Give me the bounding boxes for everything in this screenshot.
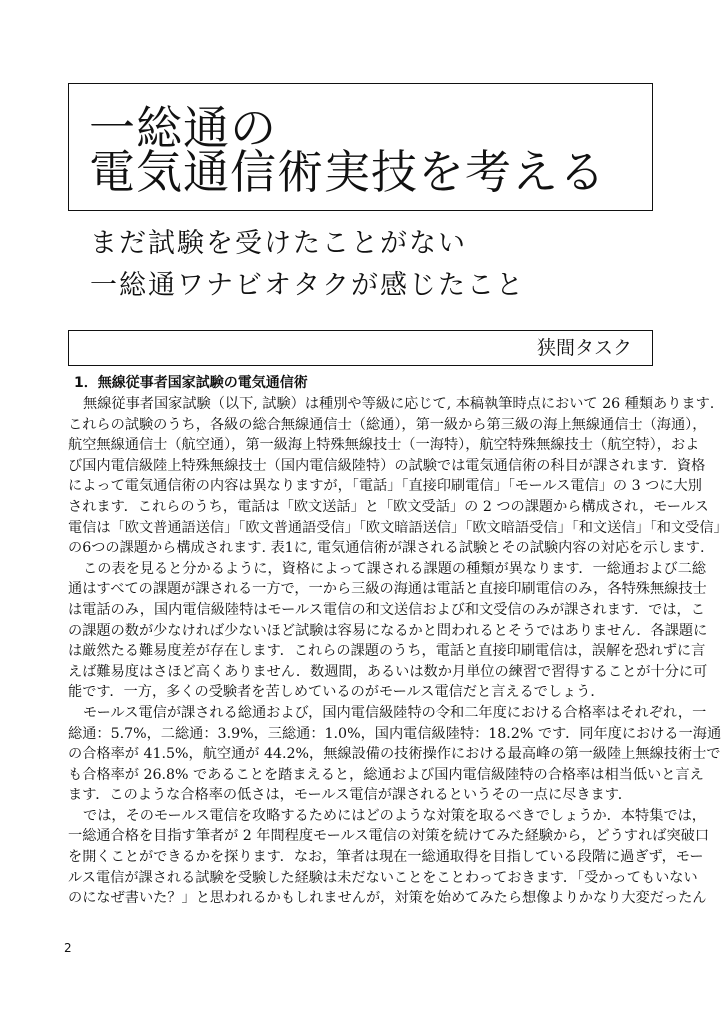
paragraph-line: では，そのモールス電信を攻略するためにはどのような対策を取るべきでしょうか．本特集では， bbox=[83, 807, 706, 824]
paragraph-line: 総通：5.7%，二総通：3.9%，三総通：1.0%，国内電信級陸特：18.2% です．同年度における一海通 bbox=[68, 725, 722, 742]
title-box bbox=[68, 83, 653, 211]
author-box bbox=[68, 330, 653, 366]
paragraph-line: を開くことができるかを探ります．なお，筆者は現在一総通取得を目指している段階に過ぎず，モー bbox=[68, 849, 704, 866]
paragraph-line: のになぜ書いた？」と思われるかもしれませんが，対策を始めてみたら想像よりかなり大変だったん bbox=[68, 890, 707, 907]
paragraph-line: び国内電信級陸上特殊無線技士（国内電信級陸特）の試験では電気通信術の科目が課されます．資格 bbox=[68, 457, 706, 474]
paragraph-line: によって電気通信術の内容は異なりますが，「電話」「直接印刷電信」「モールス電信」の 3 つに大別 bbox=[68, 478, 702, 495]
paragraph-line: この表を見ると分かるように，資格によって課される課題の種類が異なります．一総通および二総 bbox=[83, 560, 707, 577]
paragraph-line: ます．このような合格率の低さは，モールス電信が課されるというその一点に尽きます． bbox=[68, 787, 632, 804]
title-line-1: 一総通の bbox=[89, 101, 277, 155]
paragraph-line: 一総通合格を目指す筆者が 2 年間程度モールス電信の対策を続けてみた経験から，どうすれば突破口 bbox=[68, 828, 710, 845]
paragraph-line: は厳然たる難易度差が存在します．これらの課題のうち，電話と直接印刷電信は，誤解を恐れずに言 bbox=[68, 643, 706, 660]
paragraph-line: これらの試験のうち，各級の総合無線通信士（総通），第一級から第三級の海上無線通信士（海通）， bbox=[68, 416, 707, 433]
paragraph-line: は電話のみ，国内電信級陸特はモールス電信の和文送信および和文受信のみが課されます．では，こ bbox=[68, 601, 705, 618]
title-line-2: 電気通信術実技を考える bbox=[89, 145, 606, 199]
paragraph-line: の合格率が 41.5%，航空通が 44.2%，無線設備の技術操作における最高峰の第一級陸上無線技術士で bbox=[68, 746, 721, 763]
paragraph-line: も合格率が 26.8% であることを踏まえると，総通および国内電信級陸特の合格率は相当低いと言え bbox=[68, 766, 704, 783]
page-number: 2 bbox=[64, 941, 72, 955]
author-name: 狭間タスク bbox=[536, 337, 632, 359]
paragraph-line: モールス電信が課される総通および，国内電信級陸特の令和二年度における合格率はそれぞれ，一 bbox=[83, 704, 707, 721]
paragraph-line: の課題の数が少なければ少ないほど試験は容易になるかと問われるとそうではありません．各課題に bbox=[68, 622, 708, 639]
paragraph-line: ルス電信が課される試験を受験した経験は未だないことをことわっておきます．「受かってもいない bbox=[68, 869, 698, 886]
paragraph-line: 能です．一方，多くの受験者を苦しめているのがモールス電信だと言えるでしょう． bbox=[68, 684, 605, 701]
paragraph-line: 電信は「欧文普通語送信」「欧文普通語受信」「欧文暗語送信」「欧文暗語受信」「和文送信」「和文受信」 bbox=[68, 519, 728, 536]
subtitle-line-2: 一総通ワナビオタクが感じたこと bbox=[90, 270, 525, 301]
paragraph-line: されます．これらのうち，電話は「欧文送話」と「欧文受話」の 2 つの課題から構成され，モールス bbox=[68, 498, 709, 515]
body-text bbox=[68, 394, 728, 909]
paragraph-line: 通はすべての課題が課される一方で，一から三級の海通は電話と直接印刷電信のみ，各特殊無線技士 bbox=[68, 581, 707, 598]
paragraph-line: えば難易度はさほど高くありません．数週間，あるいは数か月単位の練習で習得することが十分に可 bbox=[68, 663, 708, 680]
subtitle-line-1: まだ試験を受けたことがない bbox=[90, 228, 467, 259]
section-heading: 1．無線従事者国家試験の電気通信術 bbox=[74, 375, 308, 391]
paragraph-line: 無線従事者国家試験（以下, 試験）は種別や等級に応じて, 本稿執筆時点において 26 種類あります. bbox=[83, 396, 715, 412]
paragraph-line: の6つの課題から構成されます. 表1に, 電気通信術が課される試験とその試験内容の対応を示します. bbox=[68, 540, 705, 557]
paragraph-line: 航空無線通信士（航空通），第一級海上特殊無線技士（一海特），航空特殊無線技士（航空特），およ bbox=[68, 437, 700, 454]
